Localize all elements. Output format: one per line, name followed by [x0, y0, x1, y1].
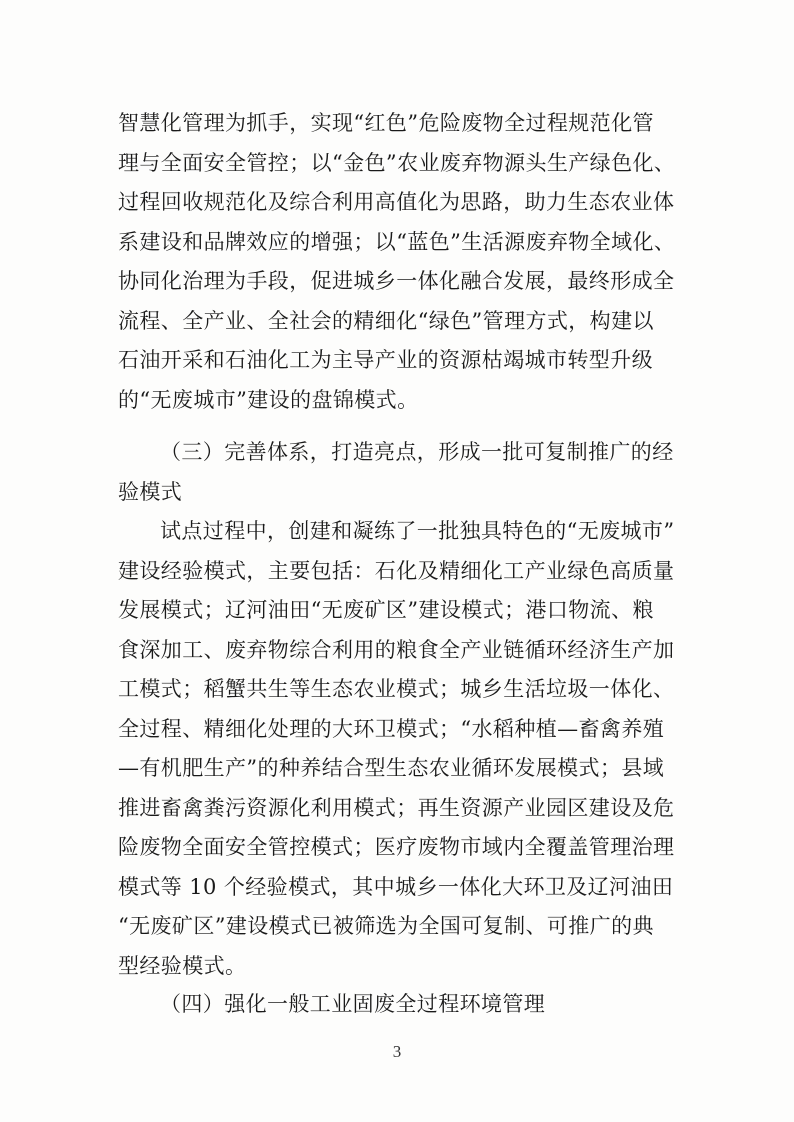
heading-line: （四）强化一般工业固废全过程环境管理 [160, 992, 546, 1016]
section-heading-3 [118, 433, 678, 512]
text-line: 智慧化管理为抓手，实现“红色”危险废物全过程规范化管 [118, 111, 654, 135]
text-line: 险废物全面安全管控模式；医疗废物市域内全覆盖管理治理 [118, 835, 675, 859]
text-line: 试点过程中，创建和凝练了一批独具特色的“无废城市” [160, 519, 675, 543]
text-line: 全过程、精细化处理的大环卫模式；“水稻种植—畜禽养殖 [118, 716, 665, 741]
text-line: 流程、全产业、全社会的精细化“绿色”管理方式，构建以 [118, 308, 654, 333]
text-line: 建设经验模式，主要包括：石化及精细化工产业绿色高质量 [118, 558, 675, 583]
paragraph-2 [118, 512, 678, 986]
text-line: 食深加工、废弃物综合利用的粮食全产业链循环经济生产加 [118, 637, 675, 662]
section-heading-4 [118, 985, 678, 1025]
text-line: 的“无废城市”建设的盘锦模式。 [118, 387, 419, 412]
heading-line: 验模式 [118, 479, 183, 504]
text-line: 型经验模式。 [118, 953, 247, 978]
heading-line: （三）完善体系，打造亮点，形成一批可复制推广的经 [160, 440, 674, 464]
text-line: 过程回收规范化及综合利用高值化为思路，助力生态农业体 [118, 190, 675, 214]
text-line: 发展模式；辽河油田“无废矿区”建设模式；港口物流、粮 [118, 598, 654, 622]
text-line: 协同化治理为手段，促进城乡一体化融合发展，最终形成全 [118, 269, 675, 293]
text-line: 系建设和品牌效应的增强；以“蓝色”生活源废弃物全域化、 [118, 229, 676, 254]
page-number: 3 [392, 1042, 402, 1061]
text-line: 理与全面安全管控；以“金色”农业废弃物源头生产绿色化、 [118, 150, 676, 175]
text-line: —有机肥生产”的种养结合型生态农业循环发展模式；县域 [118, 756, 665, 780]
paragraph-1 [118, 104, 678, 420]
text-line: 工模式；稻蟹共生等生态农业模式；城乡生活垃圾一体化、 [118, 677, 675, 701]
text-line: 推进畜禽粪污资源化利用模式；再生资源产业园区建设及危 [118, 795, 675, 820]
text-line: 石油开采和石油化工为主导产业的资源枯竭城市转型升级 [118, 348, 653, 372]
text-line: “无废矿区”建设模式已被筛选为全国可复制、可推广的典 [118, 914, 654, 938]
text-line: 模式等 10 个经验模式，其中城乡一体化大环卫及辽河油田 [118, 874, 674, 899]
